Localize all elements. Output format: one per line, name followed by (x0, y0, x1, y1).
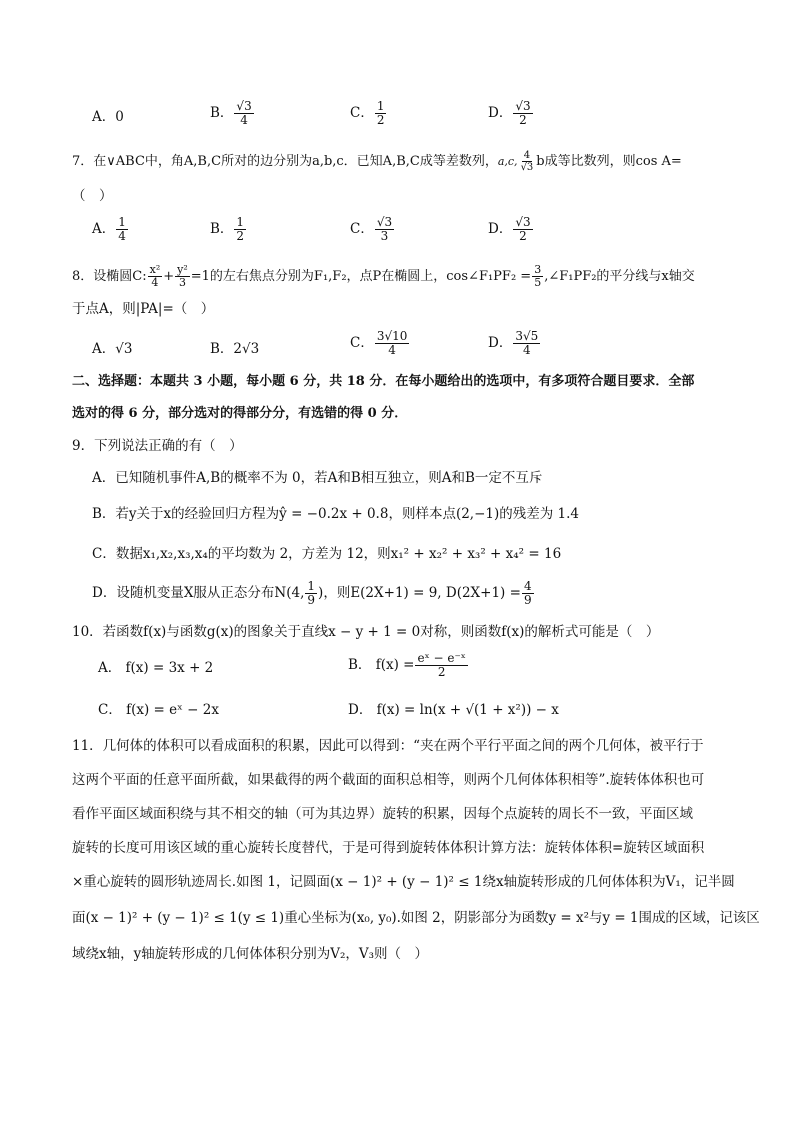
q7-option-a-label: A． (92, 221, 116, 237)
numerator: eˣ − e⁻ˣ (417, 651, 466, 665)
q9-option-d-fraction1 (305, 580, 317, 607)
q8-option-a-text: A．√3 (92, 341, 133, 357)
q8-stem-mid: =1的左右焦点分别为F₁,F₂，点P在椭圆上，cos∠F₁PF₂ = (190, 269, 532, 284)
q7-option-d[interactable] (488, 216, 534, 243)
q10-option-b-fraction (415, 652, 467, 679)
q8-option-c-label: C． (350, 335, 374, 351)
q8-stem-line2: 于点A，则|PA|=（ ） (72, 301, 215, 317)
denominator: √3 (520, 162, 534, 173)
denominator: 2 (437, 665, 446, 679)
q11-line-3: 看作平面区域面积绕与其不相交的轴（可为其边界）旋转的积累，因每个点旋转的周长不一致，平面区域 (72, 806, 693, 822)
q8-option-b-text: B．2√3 (210, 341, 260, 357)
denominator: 4 (388, 343, 396, 357)
q8-option-d-label: D． (488, 335, 513, 351)
q7-option-d-label: D． (488, 221, 513, 237)
numerator: 3 (534, 263, 542, 276)
q7-option-d-fraction (513, 216, 532, 243)
q8-option-c[interactable] (350, 330, 410, 357)
q9-option-c-text: C．数据x₁,x₂,x₃,x₄的平均数为 2，方差为 12，则x₁² + x₂² + x₃² + x₄² = 16 (92, 546, 562, 562)
q6-option-c[interactable] (350, 100, 387, 127)
q6-option-a-text: A．0 (92, 109, 124, 125)
q8-plus: + (163, 269, 175, 284)
q6-option-b-fraction (234, 100, 253, 127)
q9-stem: 9．下列说法正确的有（ ） (72, 438, 243, 454)
q9-option-a-text: A．已知随机事件A,B的概率不为 0，若A和B相互独立，则A和B一定不互斥 (92, 470, 543, 486)
q10-option-a[interactable] (98, 658, 213, 678)
q6-option-b-label: B． (210, 105, 234, 121)
denominator: 2 (519, 113, 527, 127)
q7-option-a-fraction (116, 216, 128, 243)
q10-option-a-text: A． f(x) = 3x + 2 (98, 660, 214, 676)
denominator: 3 (178, 276, 186, 289)
q7-seq-fraction (519, 150, 536, 173)
q7-option-b-fraction (234, 216, 246, 243)
q11-line-4: 旋转的长度可用该区域的重心旋转长度替代，于是可得到旋转体体积计算方法：旋转体体积=旋转区域面积 (72, 840, 705, 856)
q6-option-c-fraction (375, 100, 387, 127)
denominator: 2 (376, 113, 385, 127)
denominator: 3 (380, 229, 389, 243)
numerator: 3√5 (515, 329, 539, 343)
q7-option-c[interactable] (350, 216, 395, 243)
numerator: √3 (515, 99, 531, 113)
denominator: 9 (523, 593, 532, 607)
numerator: √3 (376, 215, 393, 229)
numerator: 1 (376, 99, 385, 113)
q8-fraction-y (175, 264, 190, 289)
section-2-heading-line2: 选对的得 6 分，部分选对的得部分分，有选错的得 0 分． (72, 406, 408, 421)
q9-option-d-mid: )，则E(2X+1) = 9, D(2X+1) = (318, 585, 521, 601)
q9-option-c[interactable] (92, 544, 561, 564)
q8-option-d-fraction (513, 330, 540, 357)
denominator: 4 (522, 343, 531, 357)
numerator: 4 (523, 150, 531, 161)
q10-stem: 10．若函数f(x)与函数g(x)的图象关于直线x − y + 1 = 0对称，则函数f(x)的解析式可能是（ ） (72, 624, 660, 640)
denominator: 4 (151, 276, 159, 289)
q10-option-c-text: C． f(x) = eˣ − 2x (98, 702, 219, 718)
q10-option-d-text: D． f(x) = ln(x + √(1 + x²)) − x (348, 702, 559, 718)
numerator: 1 (236, 215, 245, 229)
numerator: √3 (236, 99, 252, 113)
q9-option-b[interactable] (92, 504, 579, 524)
numerator: 1 (307, 579, 316, 593)
q7-stem (72, 150, 682, 173)
q10-option-b[interactable] (348, 652, 469, 679)
q7-option-b[interactable] (210, 216, 247, 243)
q7-stem-part1: 7．在∨ABC中，角A,B,C所对的边分别为a,b,c．已知A,B,C成等差数列， (72, 154, 498, 169)
q6-option-d-fraction (513, 100, 532, 127)
q6-option-d[interactable] (488, 100, 534, 127)
q7-option-a[interactable] (92, 216, 129, 243)
q9-option-b-text: B．若y关于x的经验回归方程为ŷ = −0.2x + 0.8，则样本点(2,−1)的残差为 1.4 (92, 506, 580, 522)
q7-option-b-label: B． (210, 221, 234, 237)
q8-option-a[interactable] (92, 339, 132, 359)
q6-option-c-label: C． (350, 105, 374, 121)
denominator: 4 (240, 113, 248, 127)
q7-stem-part2: b成等比数列，则cos A= (536, 154, 682, 169)
q8-option-c-fraction (375, 330, 410, 357)
section-2-heading: 二、选择题：本题共 3 小题，每小题 6 分，共 18 分．在每小题给出的选项中，有多项符合题目要求．全部 (72, 374, 695, 389)
q7-option-c-label: C． (350, 221, 374, 237)
q6-option-a[interactable] (92, 107, 124, 127)
q6-option-d-label: D． (488, 105, 513, 121)
q10-option-d[interactable] (348, 700, 559, 720)
q11-line-2: 这两个平面的任意平面所截，如果截得的两个截面的面积总相等，则两个几何体体积相等”.旋转体体积也可 (72, 772, 705, 788)
q8-option-b[interactable] (210, 339, 259, 359)
numerator: y² (177, 263, 188, 276)
numerator: 3√10 (376, 329, 408, 343)
q6-option-b[interactable] (210, 100, 255, 127)
q11-line-7: 域绕x轴，y轴旋转形成的几何体体积分别为V₂，V₃则（ ） (72, 946, 429, 962)
q8-option-d[interactable] (488, 330, 541, 357)
q11-line-5: ×重心旋转的圆形轨迹周长.如图 1，记圆面(x − 1)² + (y − 1)² ≤ 1绕x轴旋转形成的几何体体积为V₁，记半圆 (72, 874, 735, 890)
q9-option-a[interactable] (92, 468, 542, 488)
q8-fraction-cos (532, 264, 543, 289)
q11-line-6: 面(x − 1)² + (y − 1)² ≤ 1(y ≤ 1)重心坐标为(x₀, y₀).如图 2，阴影部分为函数y = x²与y = 1围成的区域，记该区 (72, 910, 760, 926)
q10-option-c[interactable] (98, 700, 219, 720)
denominator: 4 (118, 229, 126, 243)
q7-paren: （ ） (72, 188, 113, 204)
numerator: 4 (523, 579, 532, 593)
q11-line-1: 11．几何体的体积可以看成面积的积累，因此可以得到：“夹在两个平行平面之间的两个几何体，被平行于 (72, 738, 704, 754)
q8-stem-post: ,∠F₁PF₂的平分线与x轴交 (544, 269, 695, 284)
q7-seq-prefix: a,c, (497, 155, 518, 168)
q9-option-d-fraction2 (522, 580, 534, 607)
q9-option-d-pre: D．设随机变量X服从正态分布N(4, (92, 585, 305, 601)
q7-option-c-fraction (375, 216, 394, 243)
numerator: 1 (118, 215, 126, 229)
denominator: 9 (307, 593, 316, 607)
q9-option-d[interactable] (92, 580, 535, 607)
q8-fraction-x (148, 264, 163, 289)
q8-stem-pre: 8．设椭圆C: (72, 269, 147, 284)
q10-option-b-pre: B． f(x) = (348, 657, 415, 673)
q8-stem (72, 264, 695, 289)
denominator: 2 (519, 229, 527, 243)
denominator: 2 (236, 229, 245, 243)
numerator: √3 (515, 215, 531, 229)
denominator: 5 (534, 276, 542, 289)
numerator: x² (149, 263, 161, 276)
